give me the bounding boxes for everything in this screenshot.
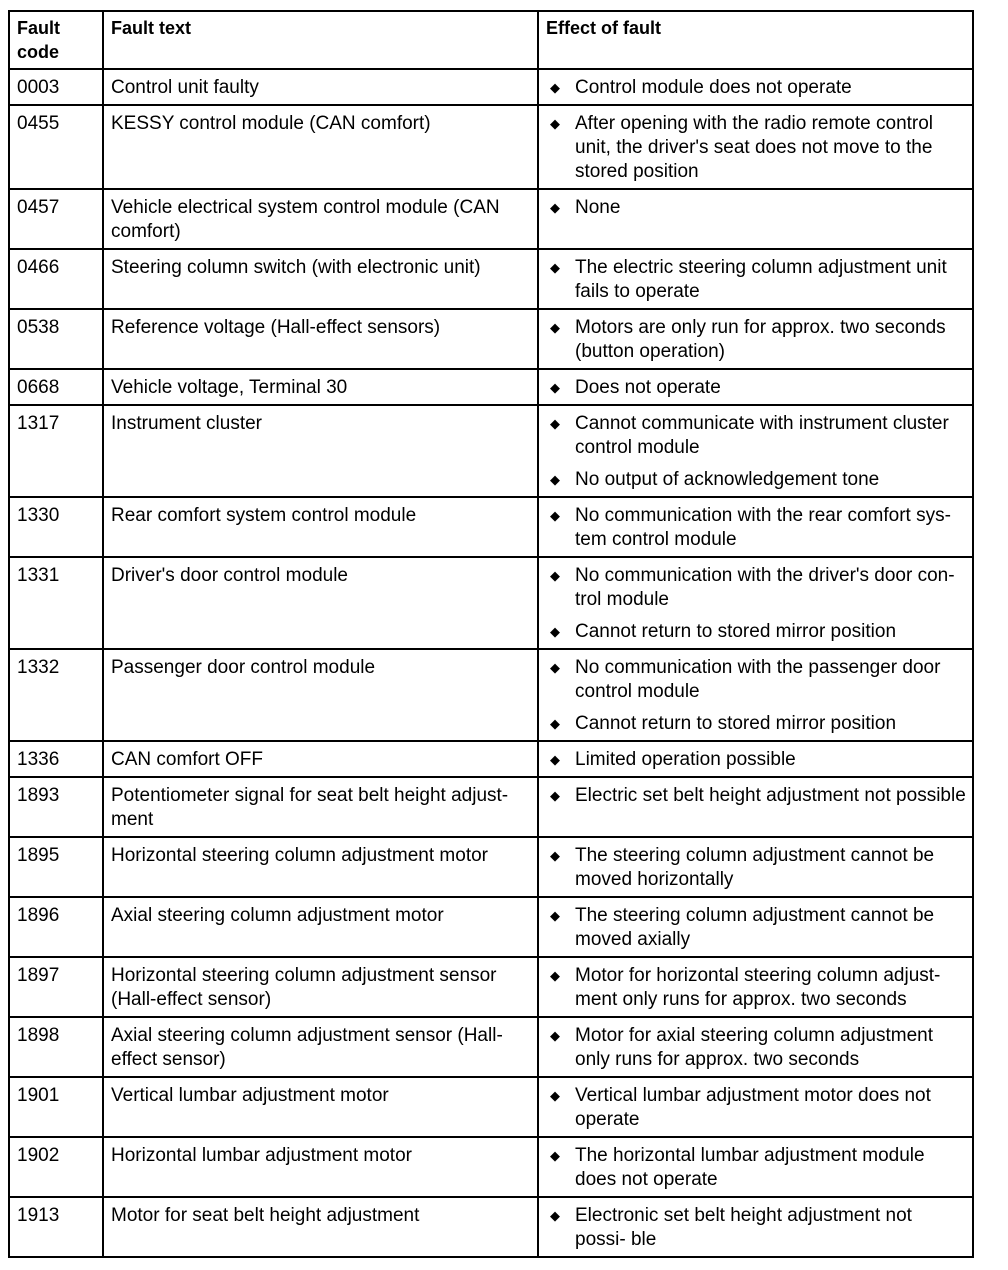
table-row [9, 957, 973, 1017]
fault-code-cell: 0455 [9, 105, 103, 189]
table-row [9, 1137, 973, 1197]
effect-cell [538, 1017, 973, 1077]
fault-text-cell: Horizontal steering column adjustment motor [103, 837, 538, 897]
effect-text: No communication with the rear comfort sys- tem control module [575, 505, 951, 550]
effect-cell [538, 777, 973, 837]
header-effect-of-fault: Effect of fault [538, 11, 973, 69]
fault-text-cell: Horizontal lumbar adjustment motor [103, 1137, 538, 1197]
diamond-bullet-icon: ◆ [550, 1148, 560, 1163]
effect-cell [538, 1077, 973, 1137]
effect-text: The horizontal lumbar adjustment module does not operate [575, 1145, 925, 1190]
fault-code-cell: 0668 [9, 369, 103, 405]
effect-text: The steering column adjustment cannot be moved horizontally [575, 845, 935, 890]
effect-text: Limited operation possible [575, 749, 796, 770]
effect-text: Electronic set belt height adjustment not possi- ble [575, 1205, 912, 1250]
table-row [9, 369, 973, 405]
diamond-bullet-icon: ◆ [550, 80, 560, 95]
diamond-bullet-icon: ◆ [550, 260, 560, 275]
table-row [9, 777, 973, 837]
effect-cell [538, 557, 973, 649]
effect-text: The electric steering column adjustment unit fails to operate [575, 257, 947, 302]
effect-cell [538, 249, 973, 309]
effect-cell [538, 1137, 973, 1197]
effect-list [546, 504, 966, 552]
effect-cell [538, 105, 973, 189]
effect-item [546, 376, 966, 400]
effect-list [546, 256, 966, 304]
diamond-bullet-icon: ◆ [550, 752, 560, 767]
fault-text-cell: Vertical lumbar adjustment motor [103, 1077, 538, 1137]
fault-text-cell: Axial steering column adjustment sensor (Hall- effect sensor) [103, 1017, 538, 1077]
fault-code-cell: 1336 [9, 741, 103, 777]
effect-item [546, 656, 966, 704]
effect-cell [538, 649, 973, 741]
effect-cell [538, 309, 973, 369]
effect-item [546, 412, 966, 460]
effect-cell [538, 1197, 973, 1257]
fault-code-cell: 1331 [9, 557, 103, 649]
effect-text: Motor for horizontal steering column adjust- ment only runs for approx. two seconds [575, 965, 941, 1010]
effect-text: The steering column adjustment cannot be moved axially [575, 905, 935, 950]
diamond-bullet-icon: ◆ [550, 1088, 560, 1103]
effect-item [546, 620, 966, 644]
table-row [9, 1197, 973, 1257]
fault-code-cell: 1895 [9, 837, 103, 897]
diamond-bullet-icon: ◆ [550, 908, 560, 923]
effect-item [546, 1024, 966, 1072]
effect-text: After opening with the radio remote control unit, the driver's seat does not move to the stored position [575, 113, 934, 182]
effect-cell [538, 369, 973, 405]
effect-list [546, 1204, 966, 1252]
fault-code-cell: 1897 [9, 957, 103, 1017]
fault-text-cell: Driver's door control module [103, 557, 538, 649]
effect-text: Cannot return to stored mirror position [575, 713, 897, 734]
fault-text-cell: Steering column switch (with electronic unit) [103, 249, 538, 309]
diamond-bullet-icon: ◆ [550, 660, 560, 675]
effect-list [546, 748, 966, 772]
effect-text: Vertical lumbar adjustment motor does not operate [575, 1085, 931, 1130]
header-row [9, 11, 973, 69]
diamond-bullet-icon: ◆ [550, 788, 560, 803]
effect-cell [538, 189, 973, 249]
effect-cell [538, 897, 973, 957]
table-row [9, 837, 973, 897]
fault-text-cell: Potentiometer signal for seat belt height adjust- ment [103, 777, 538, 837]
diamond-bullet-icon: ◆ [550, 116, 560, 131]
diamond-bullet-icon: ◆ [550, 1208, 560, 1223]
effect-list [546, 376, 966, 400]
effect-item [546, 1204, 966, 1252]
diamond-bullet-icon: ◆ [550, 416, 560, 431]
fault-text-cell: Vehicle voltage, Terminal 30 [103, 369, 538, 405]
diamond-bullet-icon: ◆ [550, 968, 560, 983]
header-fault-text: Fault text [103, 11, 538, 69]
diamond-bullet-icon: ◆ [550, 380, 560, 395]
effect-text: No communication with the driver's door con- trol module [575, 565, 955, 610]
effect-list [546, 76, 966, 100]
fault-text-cell: Motor for seat belt height adjustment [103, 1197, 538, 1257]
effect-text: No output of acknowledgement tone [575, 469, 880, 490]
fault-code-cell: 1893 [9, 777, 103, 837]
fault-code-cell: 1332 [9, 649, 103, 741]
effect-item [546, 964, 966, 1012]
effect-list [546, 196, 966, 220]
effect-list [546, 904, 966, 952]
effect-item [546, 844, 966, 892]
table-row [9, 557, 973, 649]
diamond-bullet-icon: ◆ [550, 624, 560, 639]
fault-text-cell: Horizontal steering column adjustment sensor (Hall-effect sensor) [103, 957, 538, 1017]
fault-code-cell: 1317 [9, 405, 103, 497]
effect-cell [538, 69, 973, 105]
effect-item [546, 316, 966, 364]
effect-list [546, 564, 966, 644]
fault-code-cell: 0466 [9, 249, 103, 309]
fault-code-cell: 0538 [9, 309, 103, 369]
effect-list [546, 784, 966, 808]
effect-text: None [575, 197, 621, 218]
effect-list [546, 1144, 966, 1192]
effect-item [546, 784, 966, 808]
effect-item [546, 1084, 966, 1132]
table-row [9, 105, 973, 189]
header-fault-code: Fault code [9, 11, 103, 69]
effect-cell [538, 837, 973, 897]
fault-code-cell: 1902 [9, 1137, 103, 1197]
effect-item [546, 712, 966, 736]
effect-item [546, 468, 966, 492]
table-row [9, 189, 973, 249]
fault-text-cell: Vehicle electrical system control module (CAN comfort) [103, 189, 538, 249]
table-row [9, 741, 973, 777]
effect-item [546, 904, 966, 952]
effect-item [546, 196, 966, 220]
table-row [9, 405, 973, 497]
effect-text: Control module does not operate [575, 77, 852, 98]
fault-code-cell: 1913 [9, 1197, 103, 1257]
fault-text-cell: Rear comfort system control module [103, 497, 538, 557]
effect-text: Does not operate [575, 377, 721, 398]
diamond-bullet-icon: ◆ [550, 848, 560, 863]
fault-text-cell: CAN comfort OFF [103, 741, 538, 777]
effect-item [546, 76, 966, 100]
effect-list [546, 844, 966, 892]
fault-code-cell: 1330 [9, 497, 103, 557]
diamond-bullet-icon: ◆ [550, 200, 560, 215]
table-row [9, 1077, 973, 1137]
diamond-bullet-icon: ◆ [550, 1028, 560, 1043]
effect-text: Cannot return to stored mirror position [575, 621, 897, 642]
effect-item [546, 748, 966, 772]
effect-cell [538, 741, 973, 777]
effect-item [546, 1144, 966, 1192]
effect-list [546, 656, 966, 736]
fault-text-cell: Instrument cluster [103, 405, 538, 497]
table-row [9, 309, 973, 369]
effect-list [546, 964, 966, 1012]
effect-text: Motor for axial steering column adjustment only runs for approx. two seconds [575, 1025, 933, 1070]
table-row [9, 1017, 973, 1077]
table-row [9, 69, 973, 105]
effect-item [546, 564, 966, 612]
fault-code-cell: 0457 [9, 189, 103, 249]
effect-list [546, 412, 966, 492]
fault-text-cell: Passenger door control module [103, 649, 538, 741]
diamond-bullet-icon: ◆ [550, 508, 560, 523]
diamond-bullet-icon: ◆ [550, 320, 560, 335]
effect-text: No communication with the passenger door control module [575, 657, 941, 702]
effect-text: Electric set belt height adjustment not possible [575, 785, 966, 806]
fault-text-cell: Reference voltage (Hall-effect sensors) [103, 309, 538, 369]
effect-list [546, 1024, 966, 1072]
effect-cell [538, 957, 973, 1017]
effect-list [546, 316, 966, 364]
effect-cell [538, 405, 973, 497]
diamond-bullet-icon: ◆ [550, 568, 560, 583]
effect-item [546, 112, 966, 184]
fault-code-cell: 0003 [9, 69, 103, 105]
effect-list [546, 112, 966, 184]
diamond-bullet-icon: ◆ [550, 716, 560, 731]
table-row [9, 649, 973, 741]
effect-cell [538, 497, 973, 557]
effect-text: Cannot communicate with instrument cluster control module [575, 413, 949, 458]
table-row [9, 897, 973, 957]
fault-code-table [8, 10, 974, 1258]
table-row [9, 497, 973, 557]
fault-code-cell: 1896 [9, 897, 103, 957]
fault-text-cell: Control unit faulty [103, 69, 538, 105]
fault-text-cell: Axial steering column adjustment motor [103, 897, 538, 957]
fault-code-cell: 1901 [9, 1077, 103, 1137]
effect-item [546, 256, 966, 304]
effect-text: Motors are only run for approx. two seconds (button operation) [575, 317, 946, 362]
table-row [9, 249, 973, 309]
diamond-bullet-icon: ◆ [550, 472, 560, 487]
effect-list [546, 1084, 966, 1132]
effect-item [546, 504, 966, 552]
fault-text-cell: KESSY control module (CAN comfort) [103, 105, 538, 189]
fault-code-cell: 1898 [9, 1017, 103, 1077]
